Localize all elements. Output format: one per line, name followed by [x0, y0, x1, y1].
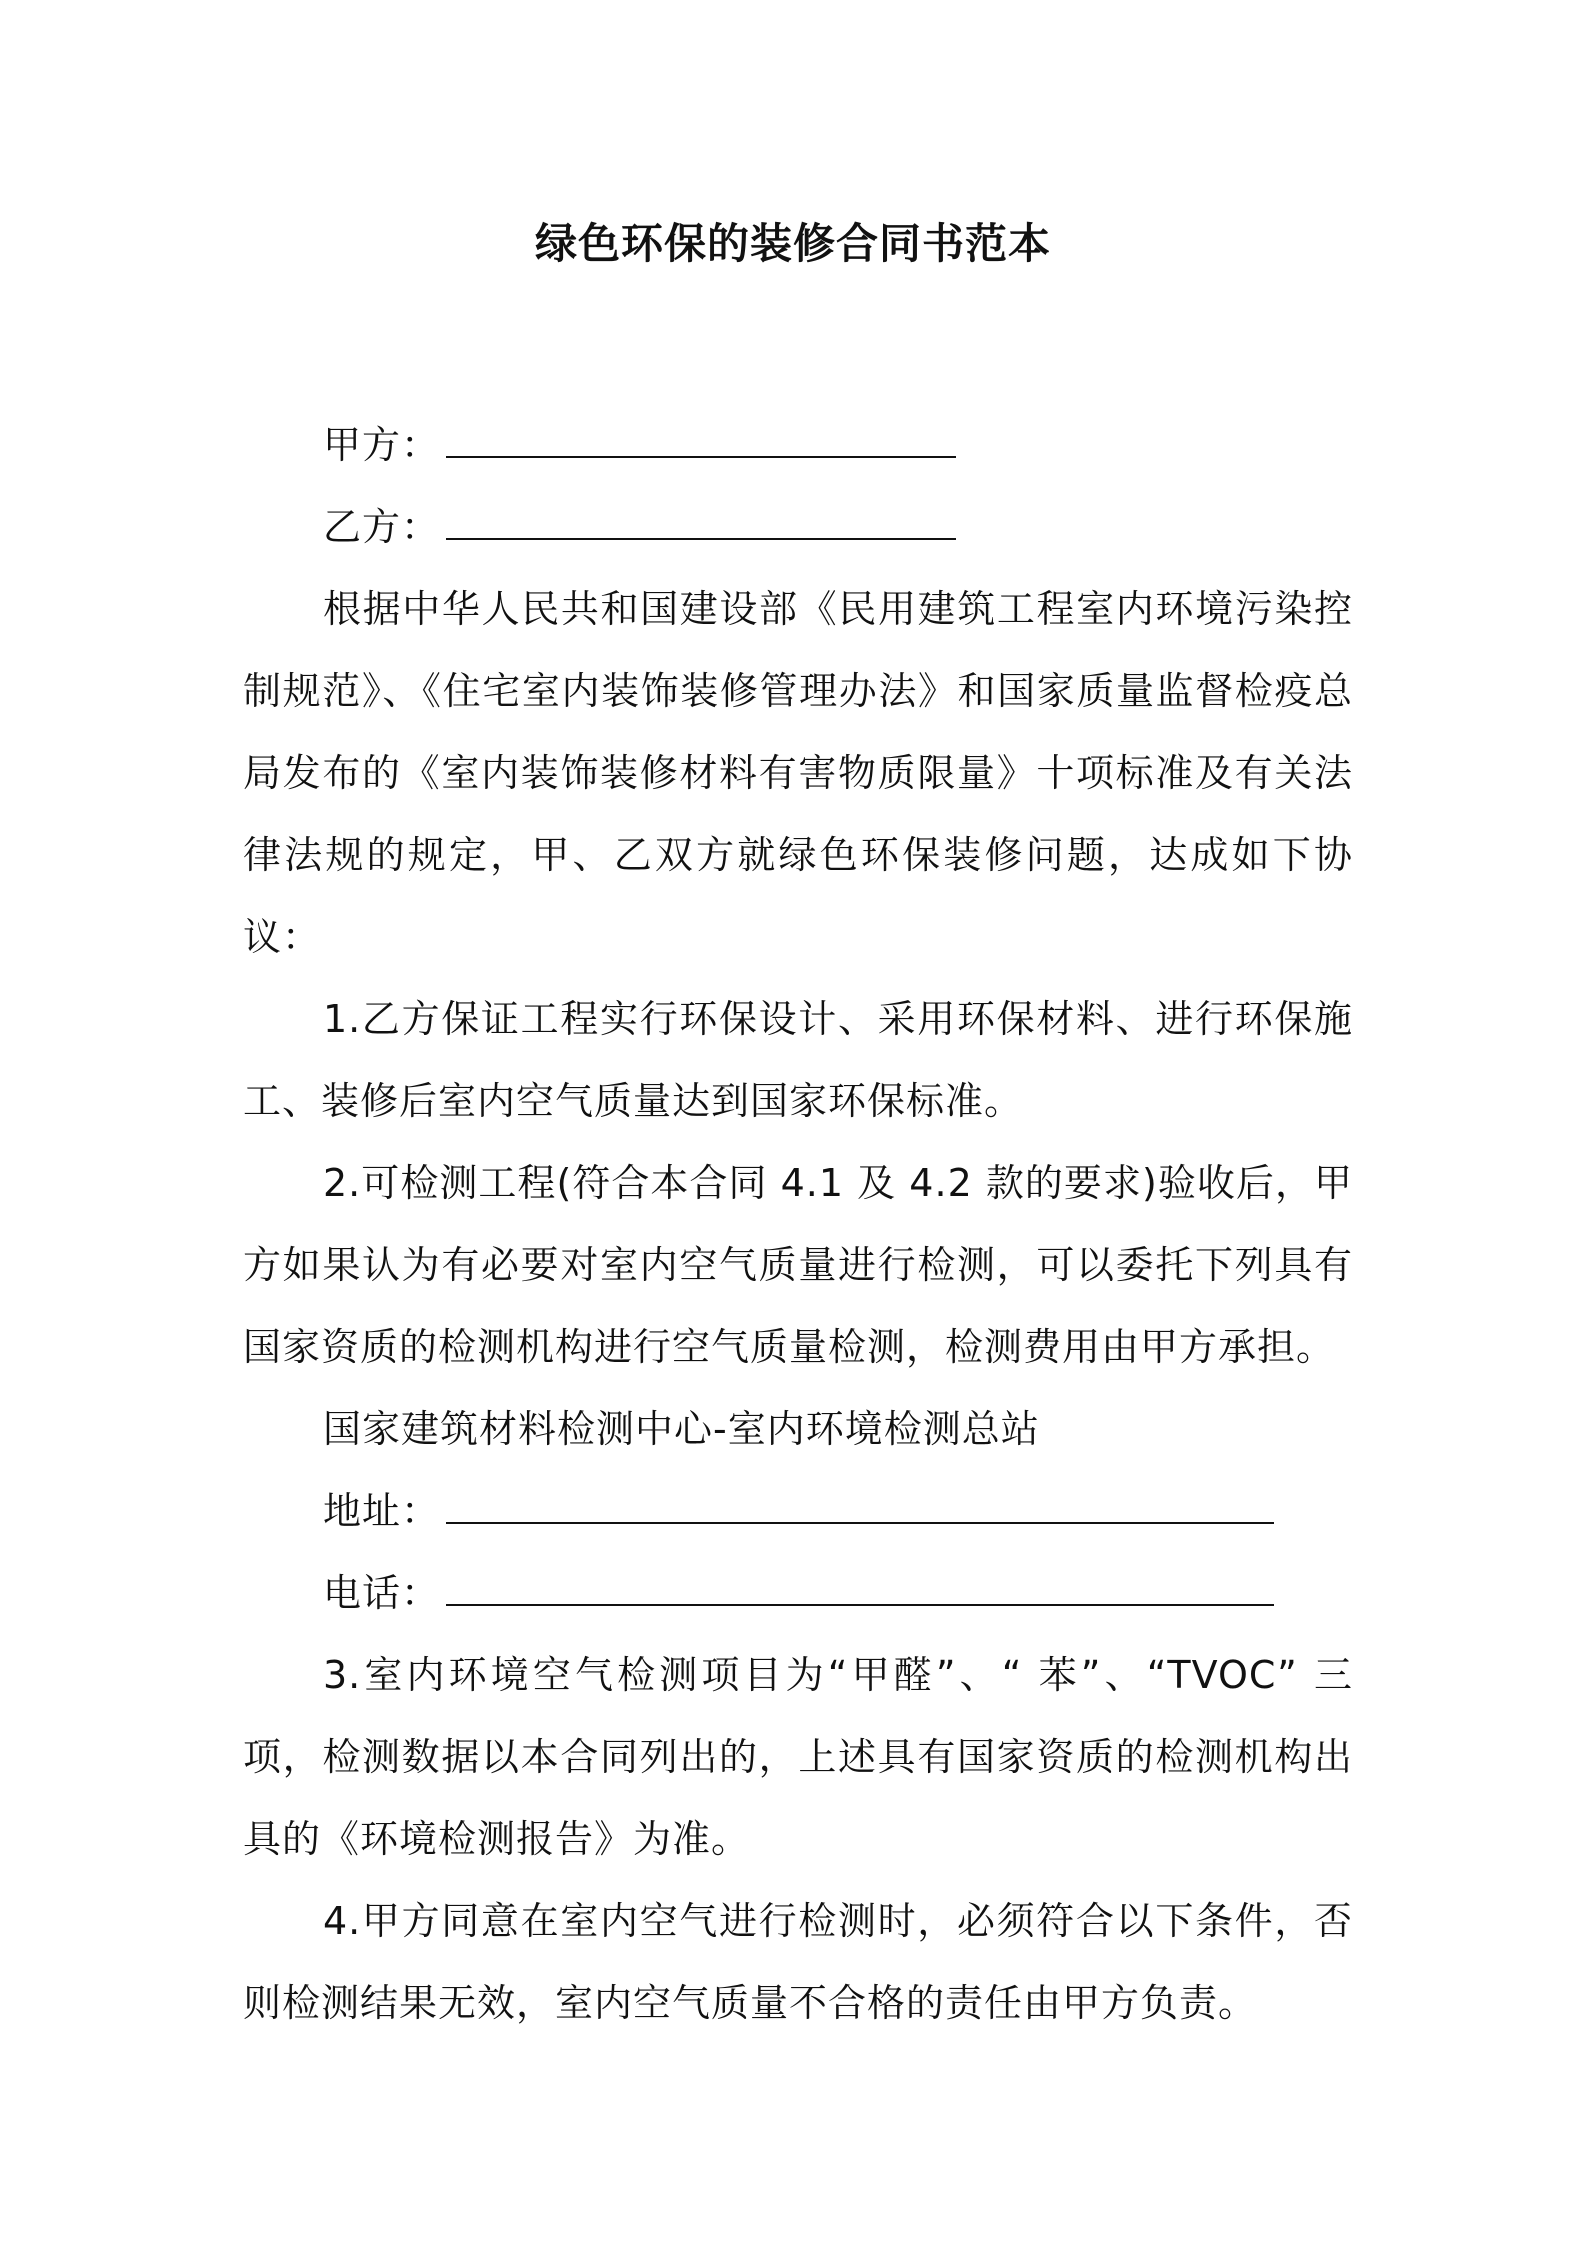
document-body [243, 404, 1353, 2044]
party-a-label: 甲方： [323, 423, 441, 467]
party-a-line [243, 404, 1353, 486]
party-b-blank [446, 496, 956, 540]
phone-blank [446, 1562, 1274, 1606]
clause-2: 2.可检测工程(符合本合同 4.1 及 4.2 款的要求)验收后，甲方如果认为有必要对室内空气质量进行检测，可以委托下列具有国家资质的检测机构进行空气质量检测，检测费用由甲方承担。 [243, 1161, 1353, 1369]
intro-paragraph: 根据中华人民共和国建设部《民用建筑工程室内环境污染控制规范》、《住宅室内装饰装修管理办法》和国家质量监督检疫总局发布的《室内装饰装修材料有害物质限量》十项标准及有关法律法规的规定，甲、乙双方就绿色环保装修问题，达成如下协议： [243, 587, 1353, 959]
clause-4: 4.甲方同意在室内空气进行检测时，必须符合以下条件，否则检测结果无效，室内空气质量不合格的责任由甲方负责。 [243, 1899, 1353, 2025]
phone-line [243, 1552, 1353, 1634]
clause-1: 1.乙方保证工程实行环保设计、采用环保材料、进行环保施工、装修后室内空气质量达到国家环保标准。 [243, 997, 1353, 1123]
party-b-line [243, 486, 1353, 568]
party-a-blank [446, 414, 956, 458]
document-title: 绿色环保的装修合同书范本 [534, 219, 1051, 268]
phone-label: 电话： [323, 1571, 441, 1615]
address-label: 地址： [323, 1489, 441, 1533]
party-b-label: 乙方： [323, 505, 441, 549]
clause-3: 3.室内环境空气检测项目为“甲醛”、“ 苯”、“TVOC” 三项，检测数据以本合同列出的，上述具有国家资质的检测机构出具的《环境检测报告》为准。 [243, 1653, 1353, 1861]
address-line [243, 1470, 1353, 1552]
institution-name: 国家建筑材料检测中心-室内环境检测总站 [323, 1407, 1040, 1451]
address-blank [446, 1480, 1274, 1524]
